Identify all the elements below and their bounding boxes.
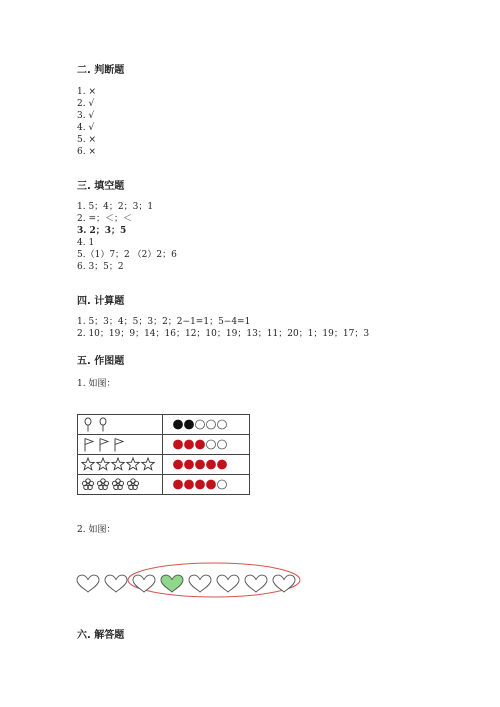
judge-line: 1. × <box>77 87 96 97</box>
fill-line: 3. 2；3；5 <box>77 226 127 236</box>
flag-icon <box>85 439 93 452</box>
empty-circle <box>218 440 227 449</box>
heart-icon <box>245 575 267 592</box>
icon-cell <box>78 475 163 495</box>
figure1-caption: 1. 如图： <box>77 379 116 389</box>
filled-circle <box>174 460 183 469</box>
section-judge-title: 二. 判断题 <box>77 65 125 76</box>
flower-icon <box>97 479 108 490</box>
section-fill-title: 三. 填空题 <box>77 181 125 192</box>
empty-circle <box>196 420 205 429</box>
flag-icon <box>100 439 108 452</box>
judge-line: 6. × <box>77 147 96 157</box>
heart-icon <box>189 575 211 592</box>
filled-circle <box>196 440 205 449</box>
filled-circle <box>185 420 194 429</box>
judge-line: 3. √ <box>77 111 95 121</box>
icon-cell <box>78 455 163 475</box>
figure1-row <box>78 475 250 495</box>
circles-row <box>163 415 249 434</box>
figure1-row <box>78 415 250 435</box>
icon-cell <box>78 435 163 455</box>
flower-icon <box>82 479 93 490</box>
icon-cell <box>78 415 163 435</box>
judge-answers <box>77 86 96 158</box>
circle-cell <box>163 455 250 475</box>
flower-icon <box>78 475 162 494</box>
judge-line: 4. √ <box>77 123 95 133</box>
circles-row <box>163 475 249 494</box>
filled-circle <box>174 440 183 449</box>
heart-icon-green <box>161 575 183 592</box>
flag-icon <box>78 435 162 454</box>
figure2-caption: 2. 如图： <box>77 525 116 535</box>
filled-circle <box>196 460 205 469</box>
fill-line: 4. 1 <box>77 238 95 248</box>
calc-line: 2. 10；19；9；14；16；12；10；19；13；11；20；1；19；17；3 <box>77 329 370 339</box>
figure1-table <box>77 414 250 495</box>
star-icon <box>142 458 154 470</box>
filled-circle <box>185 440 194 449</box>
circle-cell <box>163 415 250 435</box>
heart-icon <box>133 575 155 592</box>
balloon-icon <box>78 415 162 434</box>
heart-icon <box>273 575 295 592</box>
flower-icon <box>127 479 138 490</box>
filled-circle <box>174 420 183 429</box>
calc-answers <box>77 316 369 340</box>
heart-icon <box>77 575 99 592</box>
circle-cell <box>163 475 250 495</box>
section-answer-title: 六. 解答题 <box>77 630 125 641</box>
filled-circle <box>218 460 227 469</box>
circles-row <box>163 435 249 454</box>
filled-circle <box>207 460 216 469</box>
fill-line: 1. 5；4；2；3；1 <box>77 202 154 212</box>
flower-icon <box>112 479 123 490</box>
judge-line: 2. √ <box>77 99 95 109</box>
empty-circle <box>207 440 216 449</box>
balloon-icon <box>85 418 91 432</box>
empty-circle <box>207 420 216 429</box>
fill-line: 2. =；＜；＜ <box>77 214 132 224</box>
judge-line: 5. × <box>77 135 96 145</box>
star-icon <box>78 455 162 474</box>
circle-cell <box>163 435 250 455</box>
filled-circle <box>185 460 194 469</box>
star-icon <box>97 458 109 470</box>
fill-line: 5.（1）7；2 （2）2；6 <box>77 250 177 260</box>
filled-circle <box>185 480 194 489</box>
calc-line: 1. 5；3；4；5；3；2；2−1=1；5−4=1 <box>77 317 251 327</box>
star-icon <box>127 458 139 470</box>
section-calc-title: 四. 计算题 <box>77 296 125 307</box>
star-icon <box>112 458 124 470</box>
figure1-row <box>78 435 250 455</box>
section-draw-title: 五. 作图题 <box>77 356 125 367</box>
filled-circle <box>196 480 205 489</box>
balloon-icon <box>100 418 106 432</box>
figure1-row <box>78 455 250 475</box>
star-icon <box>82 458 94 470</box>
filled-circle <box>207 480 216 489</box>
fill-answers <box>77 201 177 273</box>
empty-circle <box>218 420 227 429</box>
figure2-hearts <box>70 558 320 604</box>
empty-circle <box>218 480 227 489</box>
heart-icon <box>217 575 239 592</box>
filled-circle <box>174 480 183 489</box>
flag-icon <box>115 439 123 452</box>
heart-icon <box>105 575 127 592</box>
circles-row <box>163 455 249 474</box>
fill-line: 6. 3；5；2 <box>77 262 124 272</box>
